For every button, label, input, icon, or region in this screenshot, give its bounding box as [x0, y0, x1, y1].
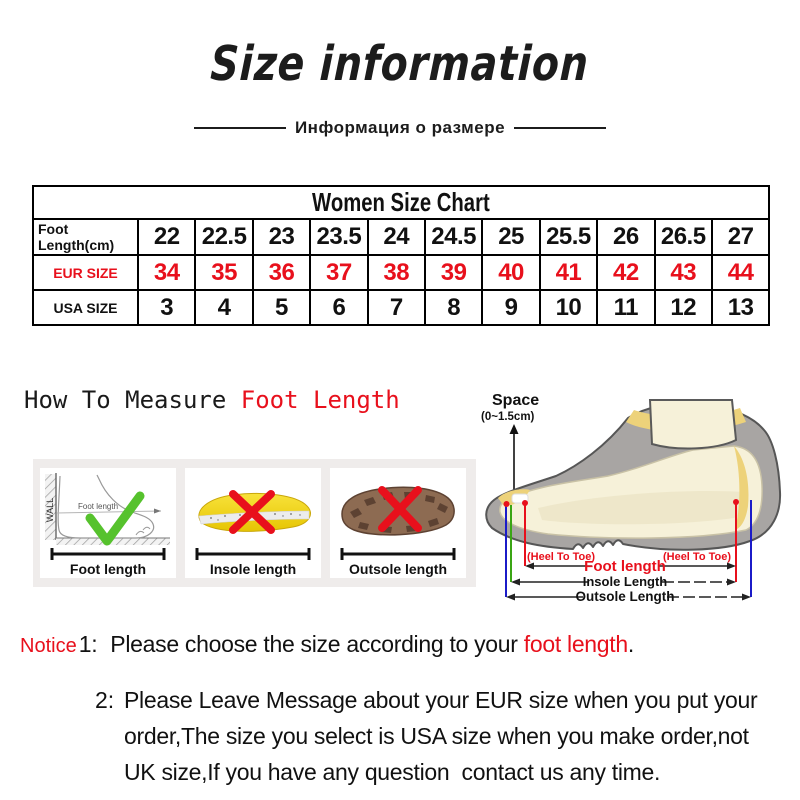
foot-length-arrow-right: [727, 563, 736, 570]
size-cell: 40: [482, 255, 539, 290]
size-cell: 22.5: [195, 219, 252, 255]
leg-illustration: [650, 400, 736, 449]
table-header-row: [33, 186, 769, 219]
notice-item-1-text: Please choose the size according to your: [110, 631, 524, 657]
outsole-arrow-left: [506, 594, 515, 601]
how-to-heading: [24, 386, 400, 414]
table-row: [33, 255, 769, 290]
heel-to-toe-left-label: (Heel To Toe): [526, 551, 596, 563]
wall-label: WALL: [45, 497, 55, 523]
size-cell: 24.5: [425, 219, 482, 255]
size-cell: 22: [138, 219, 195, 255]
measure-box-label: Outsole length: [349, 561, 447, 577]
measure-box-outsole-length: [330, 468, 466, 578]
size-cell: 24: [368, 219, 425, 255]
measure-box-label: Foot length: [69, 561, 147, 577]
size-cell: 23.5: [310, 219, 367, 255]
size-cell: 6: [310, 290, 367, 325]
size-cell: 23: [253, 219, 310, 255]
how-to-heading-red: Foot Length: [240, 386, 400, 414]
outsole-diagram: [330, 468, 466, 578]
size-cell: 13: [712, 290, 769, 325]
size-cell: 27: [712, 219, 769, 255]
inner-foot-length-label: Foot length: [78, 502, 119, 511]
size-cell: 8: [425, 290, 482, 325]
size-cell: 26: [597, 219, 654, 255]
size-cell: 4: [195, 290, 252, 325]
foot-length-arrow-left: [525, 563, 534, 570]
notice-label: Notice: [20, 635, 77, 657]
subtitle-line-left: [194, 127, 286, 129]
size-cell: 39: [425, 255, 482, 290]
notice-item-2-line-2: order,The size you select is USA size when you make order,not: [124, 723, 749, 749]
insole-arrow-right: [727, 579, 736, 586]
size-cell: 5: [253, 290, 310, 325]
size-cell: 34: [138, 255, 195, 290]
insole-length-label: Insole Length: [582, 574, 668, 589]
row-label-cell: Foot Length(cm): [33, 219, 138, 255]
foot-point: [522, 500, 528, 506]
notice-item-1: [20, 631, 634, 658]
notice-item-2-number: 2:: [95, 687, 115, 713]
notice-item-2-line-1: Please Leave Message about your EUR size when you put your: [124, 687, 758, 713]
page-title: Size information: [209, 36, 591, 92]
subtitle-line-right: [514, 127, 606, 129]
row-label-cell: USA SIZE: [33, 290, 138, 325]
size-cell: 41: [540, 255, 597, 290]
measure-ibeam: [197, 548, 309, 560]
size-cell: 37: [310, 255, 367, 290]
size-cell: 7: [368, 290, 425, 325]
measure-ibeam: [342, 548, 454, 560]
foot-length-diagram: [40, 468, 176, 578]
title-wrap: [0, 36, 800, 92]
notice-item-1-period: .: [627, 631, 634, 657]
measure-panel: [33, 459, 476, 587]
how-to-heading-black: How To Measure: [24, 386, 241, 414]
size-cell: 36: [253, 255, 310, 290]
size-chart-body: [33, 219, 769, 325]
size-cell: 12: [655, 290, 712, 325]
outsole-arrow-right: [742, 594, 751, 601]
table-row: [33, 219, 769, 255]
row-label-cell: EUR SIZE: [33, 255, 138, 290]
toe-point: [504, 501, 510, 507]
subtitle-row: [0, 118, 800, 138]
measure-box-insole-length: [185, 468, 321, 578]
measure-ibeam: [52, 548, 164, 560]
inner-measure-arrow: [154, 509, 161, 514]
size-cell: 44: [712, 255, 769, 290]
insole-diagram: [185, 468, 321, 578]
boot-measure-diagram: [478, 388, 796, 620]
size-cell: 3: [138, 290, 195, 325]
size-cell: 10: [540, 290, 597, 325]
size-cell: 26.5: [655, 219, 712, 255]
size-cell: 25: [482, 219, 539, 255]
space-label: Space: [492, 392, 540, 409]
notice-item-1-highlight: foot length: [523, 631, 628, 657]
size-chart-title: Women Size Chart: [312, 187, 491, 217]
subtitle-text: Информация о размере: [294, 118, 506, 137]
size-cell: 9: [482, 290, 539, 325]
notice-item-1-number: 1:: [78, 631, 98, 657]
foot-length-label: Foot length: [584, 558, 666, 575]
size-cell: 38: [368, 255, 425, 290]
space-range-label: (0~1.5cm): [481, 411, 535, 423]
notice-item-2-line-3: UK size,If you have any question contact us any time.: [124, 759, 661, 785]
size-chart-table: [32, 185, 770, 326]
table-row: [33, 290, 769, 325]
heel-to-toe-right-label: (Heel To Toe): [662, 551, 732, 563]
outsole-length-label: Outsole Length: [575, 589, 675, 604]
size-cell: 25.5: [540, 219, 597, 255]
heel-point: [733, 499, 739, 505]
measure-box-label: Insole length: [209, 561, 297, 577]
size-cell: 42: [597, 255, 654, 290]
size-cell: 35: [195, 255, 252, 290]
size-cell: 43: [655, 255, 712, 290]
space-arrowhead: [510, 424, 519, 434]
measure-box-foot-length: [40, 468, 176, 578]
size-cell: 11: [597, 290, 654, 325]
insole-arrow-left: [511, 579, 520, 586]
